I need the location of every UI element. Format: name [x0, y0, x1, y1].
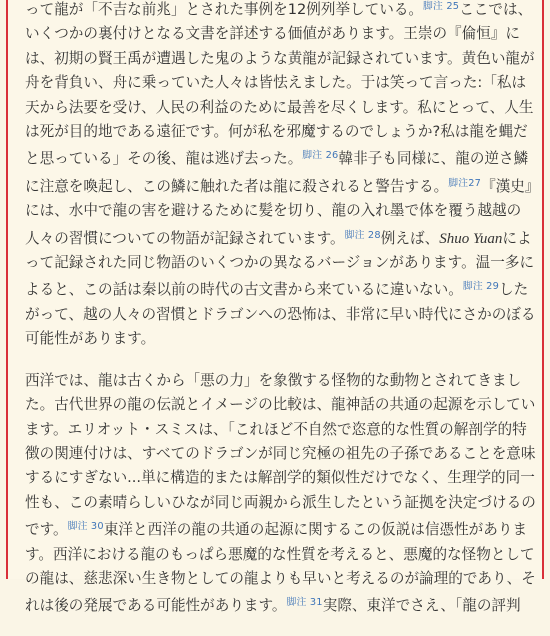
paragraph-text: 『漢史』には、水中で龍の害を避けるために髪を切り、龍の入れ墨で体を覆う越越の人々の習慣についての物語が記録されています。 — [25, 177, 540, 247]
paragraph-text: したがって、越の人々の習慣とドラゴンへの恐怖は、非常に早い時代にさかのぼる可能性があります。 — [25, 281, 536, 348]
footnote-link[interactable]: 脚注 26 — [302, 150, 339, 162]
footnote-link[interactable]: 脚注 25 — [423, 1, 460, 12]
italic-source-title: Shuo Yuan — [439, 230, 503, 247]
paragraph-text: 韓非子も同様に、龍の逆さ鱗に注意を喚起し、この鱗に触れた者は龍に殺されると警告する。 — [25, 150, 529, 195]
footnote-link[interactable]: 脚注 28 — [344, 229, 381, 241]
footnote-link[interactable]: 脚注27 — [448, 177, 482, 189]
footnote-link[interactable]: 脚注 31 — [286, 597, 323, 609]
paragraph-text: って龍が「不吉な前兆」とされた事例を12例列挙している。 — [25, 1, 424, 18]
paragraph-text: 西洋では、龍は古くから「悪の力」を象徴する怪物的な動物とされてきました。古代世界の龍の伝説とイメージの比較は、龍神話の共通の起源を示しています。エリオット・スミスは、「これほど不自然で恣意的な性質の解剖学的特徴の関連付けは、すべてのドラゴンが同じ究極の祖先の子孫であることを意味するにすぎない...単に構造的または解剖学的類似性だけでなく、生理学的同一性も、この素晴らしいひなが同じ両親から派生したという証拠を決定づけるのです。 — [25, 371, 536, 539]
paragraph-text: 東洋と西洋の龍の共通の起源に関するこの仮説は信憑性があります。西洋における龍のもっぱら悪魔的な性質を考えると、悪魔的な怪物としての龍は、慈悲深い生き物としての龍よりも早いと考えるのが論理的であり、それは後の発展である可能性があります。 — [25, 521, 536, 615]
footnote-link[interactable]: 脚注 29 — [462, 281, 500, 293]
article-paragraph — [25, 0, 540, 352]
paragraph-text: 例えば、 — [380, 229, 440, 247]
paragraph-text: 実際、東洋でさえ、「龍の評判 — [322, 597, 521, 615]
paragraph-text: によって記録された同じ物語のいくつかの異なるバージョンがあります。温一多によると、この話は秦以前の時代の古文書から来ているに違いない。 — [25, 229, 535, 299]
paragraph-text: ここでは、いくつかの裏付けとなる文書を詳述する価値があります。王崇の『倫恒』には、初期の賢王禹が遭遇した鬼のような黄龍が記録されています。黄色い龍が舟を背負い、舟に乗っていた人々は皆怯えました。于は笑って言った:「私は天から法要を受け、人民の利益のために最善を尽くします。私にとって、人生は死が目的地である遠征です。何が私を邪魔するのでしょうか?私は龍を蝿だと思っている」その後、龍は逃げ去った。 — [25, 1, 535, 168]
article-paragraph — [25, 369, 540, 619]
footnote-link[interactable]: 脚注 30 — [67, 521, 104, 533]
article-content — [25, 0, 540, 636]
article-frame — [6, 0, 544, 615]
